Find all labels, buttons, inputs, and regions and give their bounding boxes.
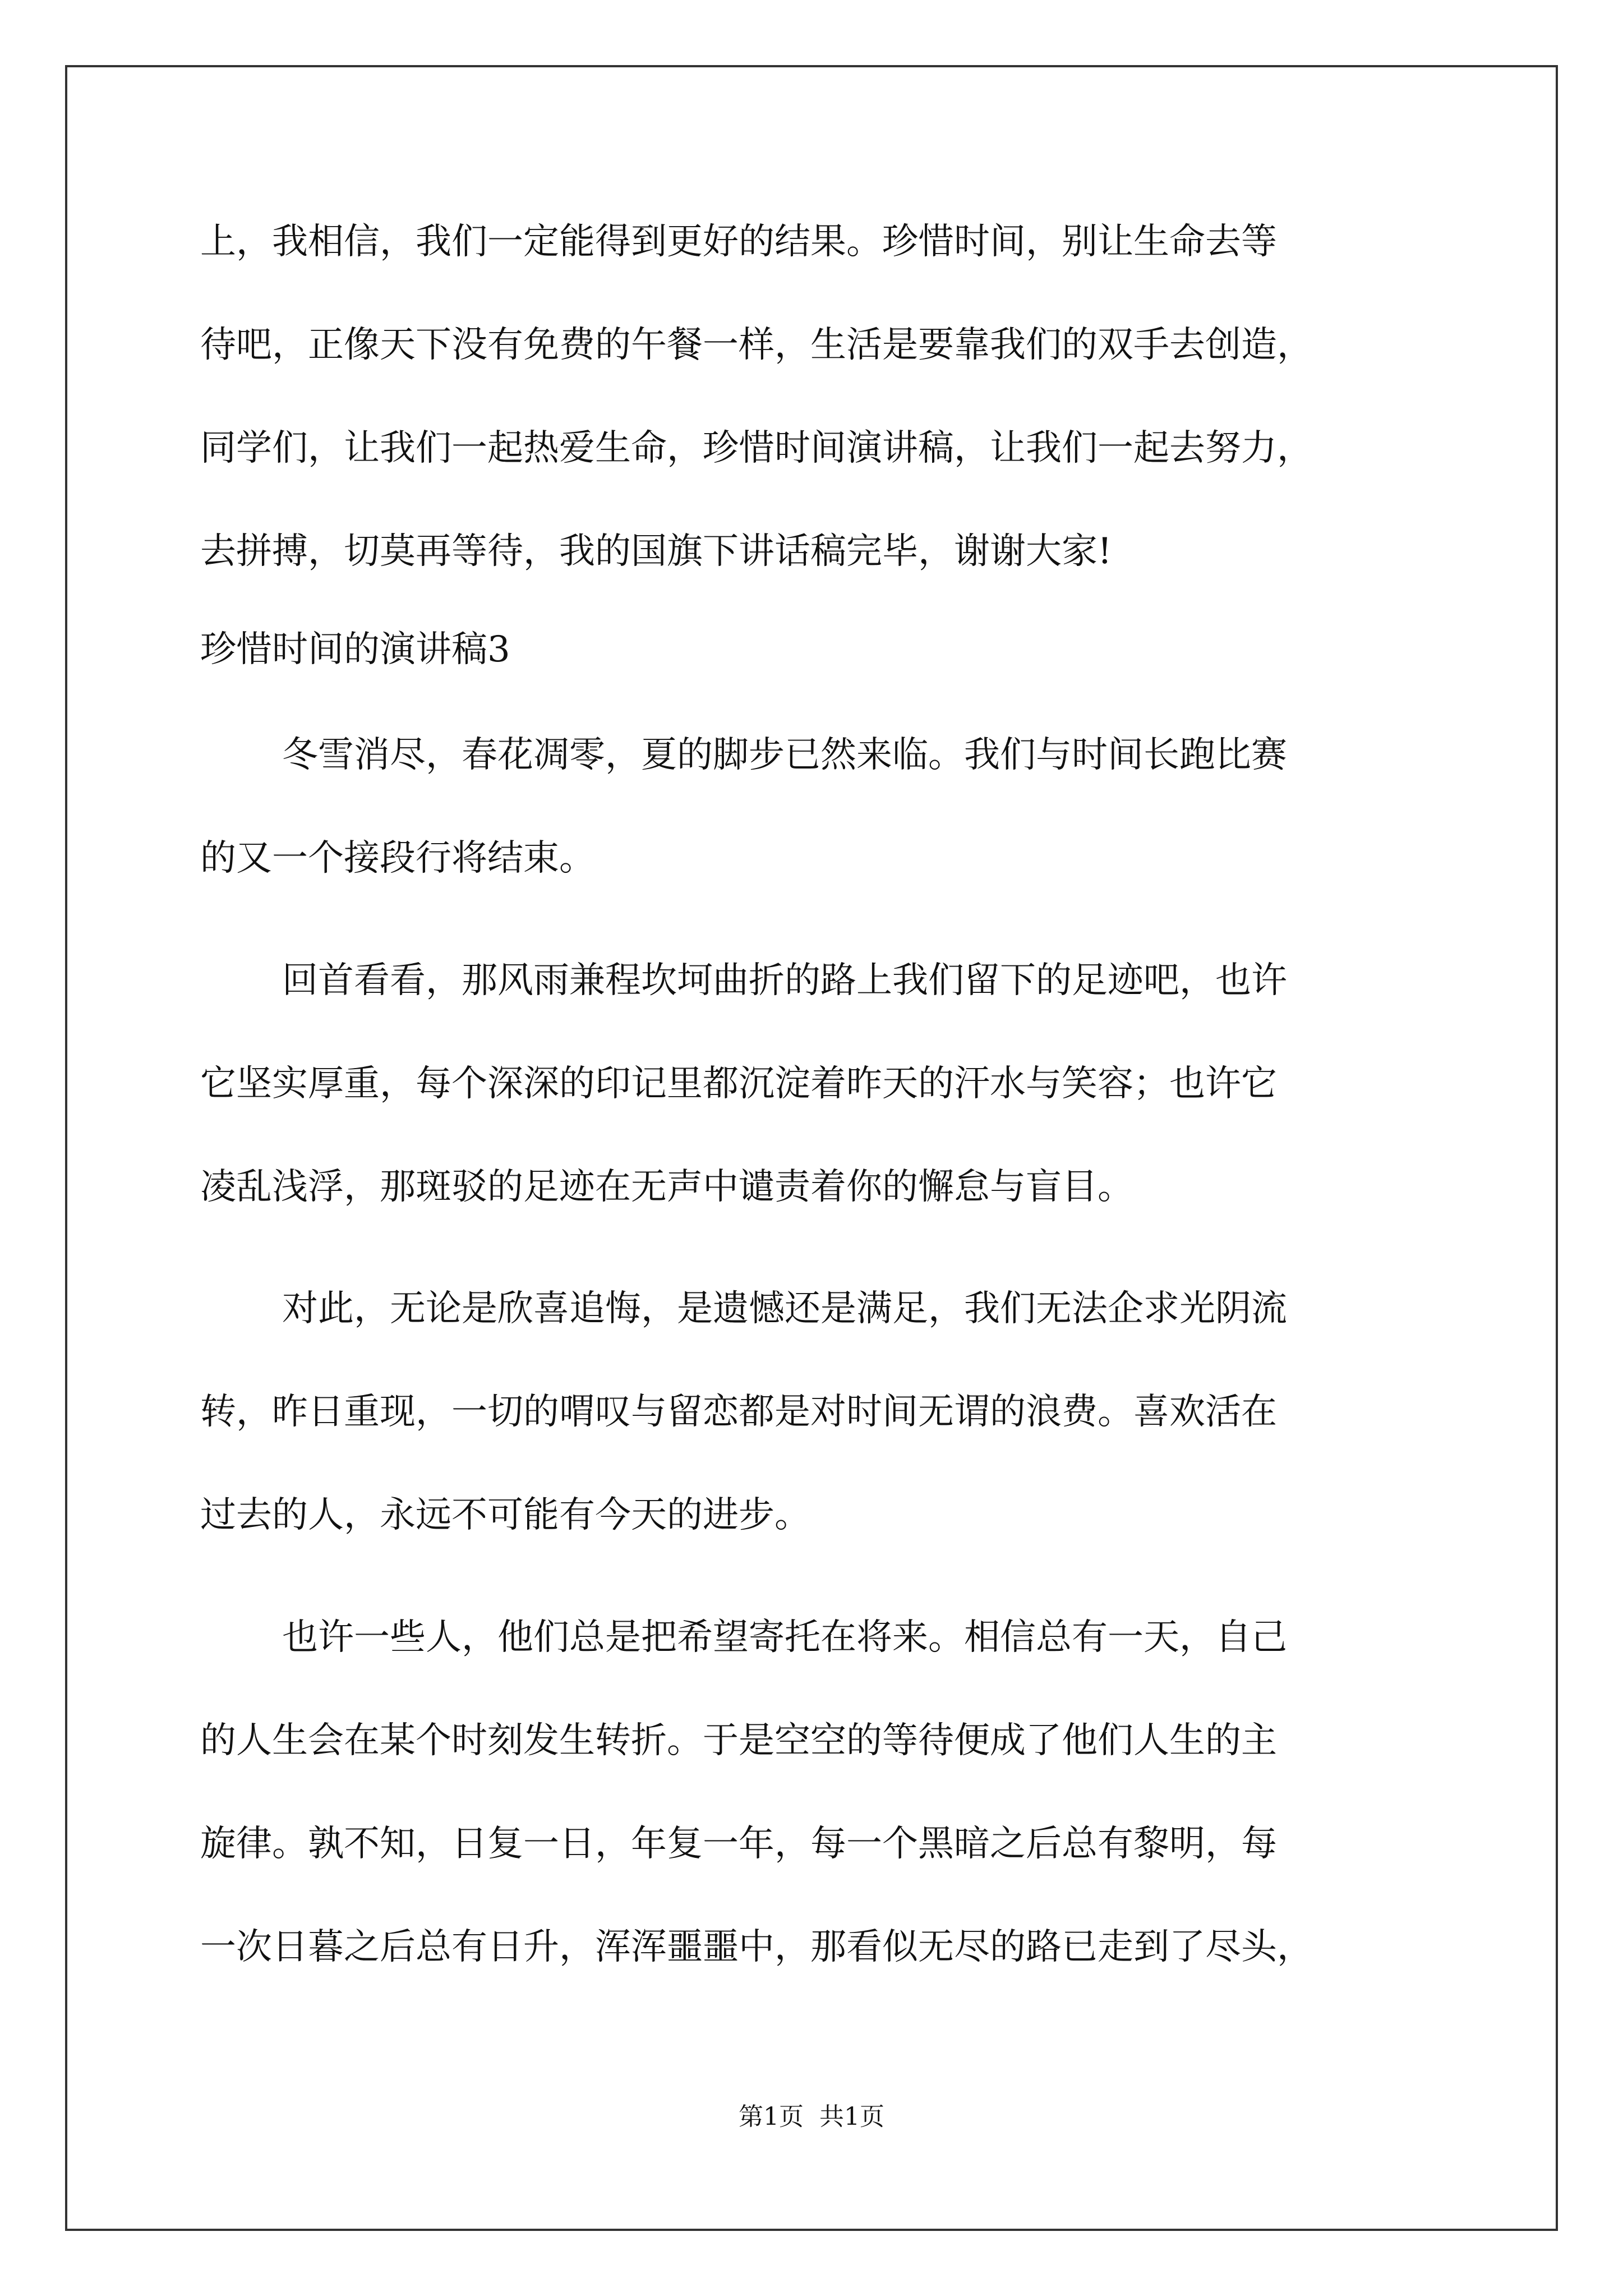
text-line: 冬雪消尽，春花凋零，夏的脚步已然来临。我们与时间长跑比赛 bbox=[282, 734, 1287, 776]
text-line: 的又一个接段行将结束。 bbox=[200, 838, 595, 879]
section-heading: 珍惜时间的演讲稿3 bbox=[200, 629, 510, 670]
text-line: 过去的人，永远不可能有今天的进步。 bbox=[200, 1494, 810, 1536]
text-line: 凌乱浅浮，那斑驳的足迹在无声中谴责着你的懈怠与盲目。 bbox=[200, 1166, 1133, 1208]
text-line: 去拼搏，切莫再等待，我的国旗下讲话稿完毕，谢谢大家! bbox=[200, 531, 1112, 572]
text-line: 同学们，让我们一起热爱生命，珍惜时间演讲稿，让我们一起去努力， bbox=[200, 427, 1313, 469]
text-line: 待吧，正像天下没有免费的午餐一样，生活是要靠我们的双手去创造， bbox=[200, 324, 1313, 366]
text-line: 它坚实厚重，每个深深的印记里都沉淀着昨天的汗水与笑容；也许它 bbox=[200, 1063, 1277, 1105]
text-line: 对此，无论是欣喜追悔，是遗憾还是满足，我们无法企求光阴流 bbox=[282, 1288, 1287, 1329]
text-line: 回首看看，那风雨兼程坎坷曲折的路上我们留下的足迹吧，也许 bbox=[282, 960, 1287, 1001]
text-line: 的人生会在某个时刻发生转折。于是空空的等待便成了他们人生的主 bbox=[200, 1720, 1277, 1761]
text-line: 也许一些人，他们总是把希望寄托在将来。相信总有一天，自己 bbox=[282, 1617, 1287, 1658]
text-line: 旋律。孰不知，日复一日，年复一年，每一个黑暗之后总有黎明，每 bbox=[200, 1823, 1277, 1865]
page-border bbox=[65, 65, 1558, 2231]
text-line: 转，昨日重现，一切的喟叹与留恋都是对时间无谓的浪费。喜欢活在 bbox=[200, 1391, 1277, 1433]
page-number: 第1页 共1页 bbox=[739, 2102, 884, 2131]
text-line: 一次日暮之后总有日升，浑浑噩噩中，那看似无尽的路已走到了尽头， bbox=[200, 1926, 1313, 1968]
text-line: 上，我相信，我们一定能得到更好的结果。珍惜时间，别让生命去等 bbox=[200, 221, 1277, 263]
